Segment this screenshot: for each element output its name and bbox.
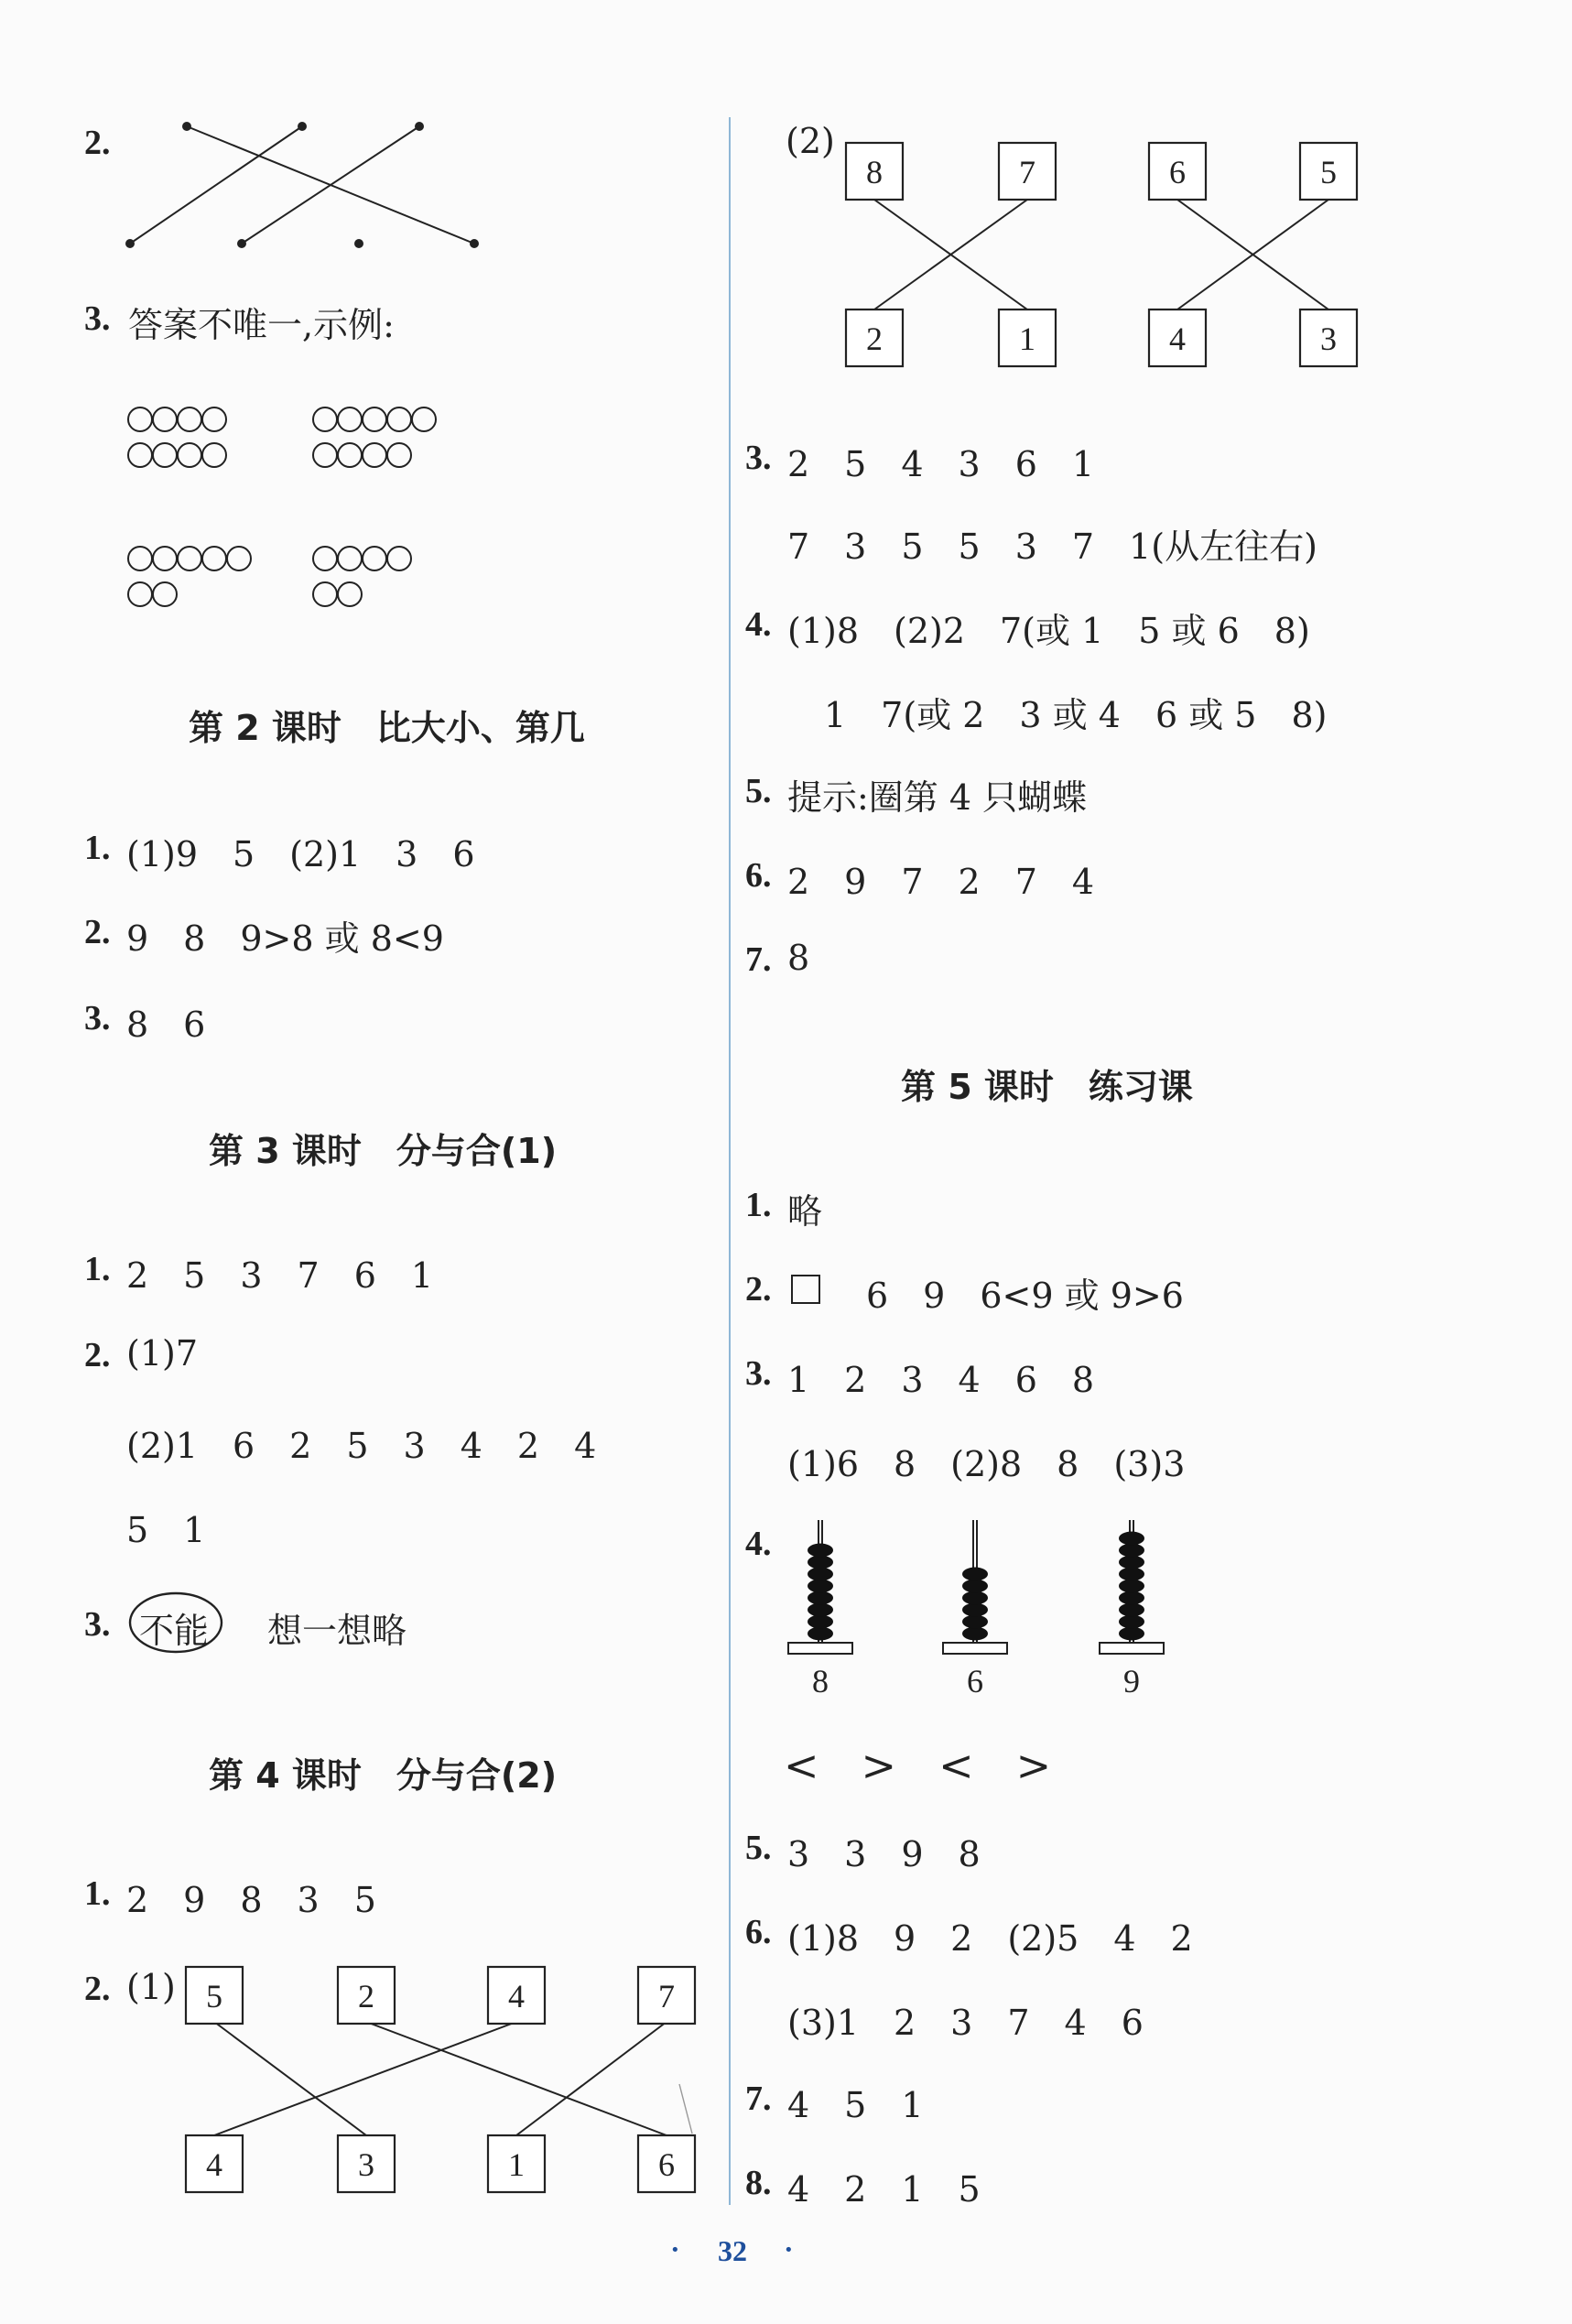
s3-line2b-text: (2)1 6 2 5 3 4 2 4 (126, 1426, 597, 1466)
abacus-bead-2-0 (1119, 1627, 1144, 1641)
s3-line3-rest: 想一想略 (267, 1611, 407, 1651)
abacus-bead-1-2 (962, 1603, 988, 1617)
p7-number: 7. (745, 2080, 772, 2118)
left-bottom-box-label-3: 6 (658, 2146, 675, 2183)
abacus-bead-0-1 (808, 1615, 833, 1629)
s4-line2-sub: (1) (126, 1967, 176, 2007)
left-bottom-box-label-1: 3 (358, 2146, 374, 2183)
s2-line1-number: 1. (84, 829, 111, 867)
s2-line2-number: 2. (84, 913, 111, 951)
circle-0-1-2 (178, 443, 201, 467)
abacus-bead-0-2 (808, 1603, 833, 1617)
p7-text: 4 5 1 (787, 2085, 924, 2125)
r-line4-text: (1)8 (2)2 7(或 1 5 或 6 8) (787, 611, 1310, 651)
p5-text: 3 3 9 8 (787, 1834, 981, 1874)
p1-number: 1. (745, 1186, 772, 1224)
circle-3-0-3 (387, 547, 411, 570)
circle-2-0-0 (128, 547, 152, 570)
abacus-bead-1-1 (962, 1615, 988, 1629)
abacus-bead-2-3 (1119, 1591, 1144, 1605)
left-top-box-label-0: 5 (206, 1978, 222, 2014)
left-top-box-label-2: 4 (508, 1978, 525, 2014)
circle-3-1-0 (313, 582, 337, 606)
circle-0-1-1 (153, 443, 177, 467)
circle-2-0-2 (178, 547, 201, 570)
section-3-title: 第 3 课时 分与合(1) (209, 1131, 558, 1171)
circle-1-0-0 (313, 407, 337, 431)
abacus-bead-1-0 (962, 1627, 988, 1641)
r-line3b-text: 7 3 5 5 3 7 1(从左往右) (787, 527, 1317, 567)
question-3-text: 答案不唯一,示例: (128, 305, 395, 345)
s4-line1-number: 1. (84, 1874, 111, 1913)
circle-1-0-2 (363, 407, 386, 431)
circle-2-0-4 (227, 547, 251, 570)
abacus-label-2: 9 (1123, 1663, 1140, 1700)
circle-2-1-0 (128, 582, 152, 606)
s3-line1-number: 1. (84, 1250, 111, 1288)
p8-text: 4 2 1 5 (787, 2169, 981, 2210)
abacus-bead-2-8 (1119, 1532, 1144, 1546)
circle-3-0-1 (338, 547, 362, 570)
circle-0-0-1 (153, 407, 177, 431)
circle-3-0-0 (313, 547, 337, 570)
circle-2-1-1 (153, 582, 177, 606)
abacus-bead-0-4 (808, 1580, 833, 1593)
abacus-figure (788, 1520, 1164, 1700)
r-line7-text: 8 (787, 938, 810, 978)
abacus-bead-0-6 (808, 1556, 833, 1569)
r-line7-number: 7. (745, 940, 772, 979)
right-bottom-box-label-0: 2 (866, 320, 883, 357)
r-line3-text: 2 5 4 3 6 1 (787, 444, 1095, 484)
section-4-title: 第 4 课时 分与合(2) (209, 1755, 558, 1796)
dot-matching-figure (125, 122, 479, 248)
abacus-label-0: 8 (812, 1663, 829, 1700)
section-2-title: 第 2 课时 比大小、第几 (189, 708, 585, 748)
p2-number: 2. (745, 1270, 772, 1309)
circle-0-0-2 (178, 407, 201, 431)
p3-number: 3. (745, 1354, 772, 1393)
circle-0-1-0 (128, 443, 152, 467)
s4-line2-number: 2. (84, 1970, 111, 2008)
abacus-bead-0-7 (808, 1544, 833, 1558)
circle-1-1-3 (387, 443, 411, 467)
right-top-box-label-0: 8 (866, 154, 883, 190)
left-bottom-box-label-2: 1 (508, 2146, 525, 2183)
s3-line3-circled: 不能 (139, 1611, 210, 1651)
p2-text: 6 9 6<9 或 9>6 (866, 1276, 1184, 1316)
p6-number: 6. (745, 1913, 772, 1951)
abacus-bead-2-2 (1119, 1603, 1144, 1617)
s4-line1-text: 2 9 8 3 5 (126, 1880, 376, 1920)
abacus-bead-0-0 (808, 1627, 833, 1641)
r-line4b-text: 1 7(或 2 3 或 4 6 或 5 8) (824, 695, 1328, 735)
circle-2-0-1 (153, 547, 177, 570)
abacus-bead-2-4 (1119, 1580, 1144, 1593)
s2-line1-text: (1)9 5 (2)1 3 6 (126, 834, 475, 874)
abacus-bead-1-3 (962, 1591, 988, 1605)
left-matching-boxes (186, 1967, 695, 2192)
s2-line3-number: 3. (84, 999, 111, 1037)
r-line6-text: 2 9 7 2 7 4 (787, 862, 1095, 902)
circle-groups (128, 407, 436, 606)
circle-2-0-3 (202, 547, 226, 570)
s3-line1-text: 2 5 3 7 6 1 (126, 1255, 434, 1296)
p4-compare: < > < > (784, 1741, 1052, 1790)
circle-0-0-3 (202, 407, 226, 431)
abacus-bead-0-3 (808, 1591, 833, 1605)
r-q2-sub: (2) (786, 121, 835, 161)
page-number: 32 (718, 2234, 747, 2267)
s3-line2-text: (1)7 (126, 1333, 199, 1374)
abacus-base-1 (943, 1643, 1007, 1654)
right-bottom-box-label-1: 1 (1019, 320, 1035, 357)
p3b-text: (1)6 8 (2)8 8 (3)3 (787, 1444, 1186, 1484)
p6b-text: (3)1 2 3 7 4 6 (787, 2003, 1144, 2043)
page-dot-left: · (670, 2232, 680, 2265)
right-bottom-box-label-2: 4 (1169, 320, 1186, 357)
circle-1-1-0 (313, 443, 337, 467)
circled-answer-ring (130, 1593, 222, 1652)
r-line6-number: 6. (745, 856, 772, 895)
circle-1-0-4 (412, 407, 436, 431)
abacus-bead-0-5 (808, 1568, 833, 1581)
abacus-bead-2-7 (1119, 1544, 1144, 1558)
section-5-title: 第 5 课时 练习课 (901, 1067, 1193, 1107)
circle-1-1-2 (363, 443, 386, 467)
right-bottom-box-label-3: 3 (1320, 320, 1337, 357)
circle-3-0-2 (363, 547, 386, 570)
s2-line3-text: 8 6 (126, 1005, 206, 1045)
s3-line3-number: 3. (84, 1605, 111, 1644)
right-top-box-label-1: 7 (1019, 154, 1035, 190)
right-top-box-label-2: 6 (1169, 154, 1186, 190)
s3-line2-number: 2. (84, 1336, 111, 1374)
circle-0-1-3 (202, 443, 226, 467)
r-line5-number: 5. (745, 772, 772, 810)
p8-number: 8. (745, 2164, 772, 2202)
p4-number: 4. (745, 1525, 772, 1563)
page-dot-right: · (784, 2232, 794, 2265)
circle-1-0-1 (338, 407, 362, 431)
right-top-box-label-3: 5 (1320, 154, 1337, 190)
r-line4-number: 4. (745, 605, 772, 644)
p6-text: (1)8 9 2 (2)5 4 2 (787, 1918, 1193, 1959)
left-top-box-label-1: 2 (358, 1978, 374, 2014)
circle-1-1-1 (338, 443, 362, 467)
s3-line2c-text: 5 1 (126, 1510, 206, 1550)
circle-0-0-0 (128, 407, 152, 431)
question-2-number: 2. (84, 124, 111, 162)
abacus-bead-2-6 (1119, 1556, 1144, 1569)
r-line3-number: 3. (745, 439, 772, 477)
left-top-box-label-3: 7 (658, 1978, 675, 2014)
s2-line2-text: 9 8 9>8 或 8<9 (126, 918, 444, 959)
abacus-bead-2-5 (1119, 1568, 1144, 1581)
abacus-bead-1-4 (962, 1580, 988, 1593)
right-matching-boxes (846, 143, 1357, 366)
abacus-base-2 (1100, 1643, 1164, 1654)
circle-3-1-1 (338, 582, 362, 606)
p5-number: 5. (745, 1829, 772, 1867)
left-bottom-box-label-0: 4 (206, 2146, 222, 2183)
circle-1-0-3 (387, 407, 411, 431)
abacus-bead-1-5 (962, 1568, 988, 1581)
r-line5-text: 提示:圈第 4 只蝴蝶 (787, 777, 1088, 818)
question-3-number: 3. (84, 299, 111, 338)
abacus-label-1: 6 (967, 1663, 983, 1700)
abacus-bead-2-1 (1119, 1615, 1144, 1629)
p1-text: 略 (787, 1191, 823, 1232)
p3-text: 1 2 3 4 6 8 (787, 1360, 1095, 1400)
abacus-base-0 (788, 1643, 852, 1654)
